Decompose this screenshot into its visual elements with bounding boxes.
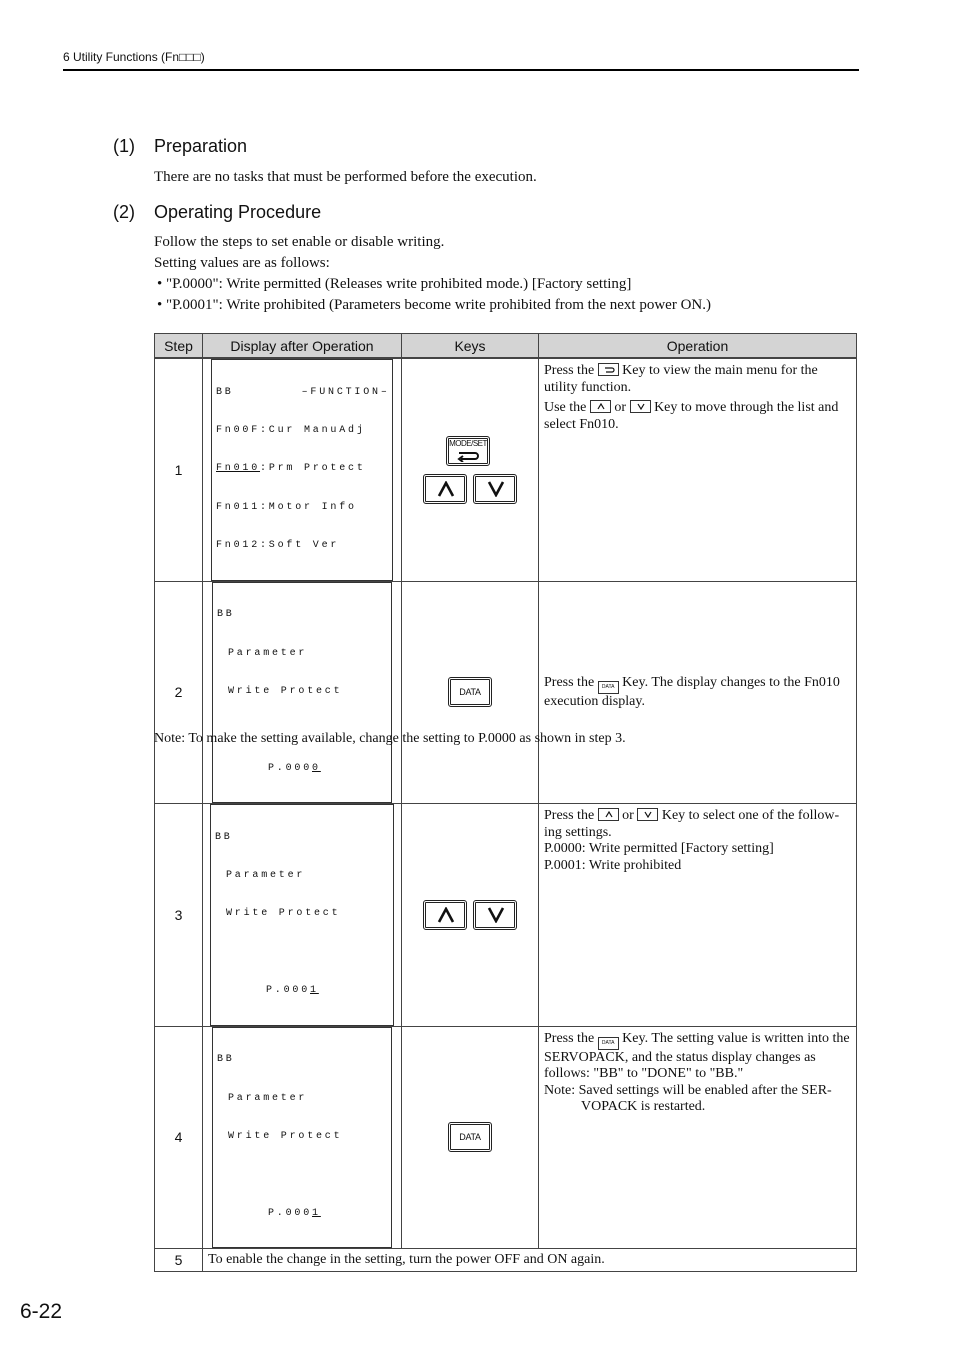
- table-row: [155, 358, 857, 581]
- table-header-row: [155, 334, 857, 359]
- down-key[interactable]: [473, 900, 517, 930]
- lcd-status: BB: [217, 609, 235, 621]
- lcd-line: Parameter: [228, 1092, 308, 1104]
- inline-down-key: [630, 400, 651, 413]
- return-arrow-icon: [455, 450, 481, 462]
- display-cell: [203, 804, 402, 1027]
- section-preparation-heading: [113, 136, 247, 157]
- section-number: (1): [113, 136, 135, 156]
- intro-line: Setting values are as follows:: [154, 255, 330, 271]
- display-cell: [203, 1026, 402, 1249]
- lcd-line: Write Protect: [228, 685, 343, 697]
- lcd-cursor-digit: 0: [312, 762, 321, 774]
- data-key[interactable]: DATA: [448, 1122, 492, 1152]
- setting-bullet: • "P.0000": Write permitted (Releases write prohibited mode.) [Factory setting]: [157, 276, 632, 292]
- keys-cell: [402, 804, 539, 1027]
- lcd-selected-fn: Fn010: [216, 463, 261, 475]
- procedure-intro: [154, 232, 711, 316]
- lcd-value: P.000: [268, 1207, 313, 1219]
- step-number: 4: [155, 1026, 203, 1249]
- keys-cell: [402, 1026, 539, 1249]
- lcd-line: Fn011:Motor Info: [216, 501, 357, 513]
- lcd-status: BB: [215, 831, 233, 843]
- intro-line: Follow the steps to set enable or disable writing.: [154, 234, 445, 250]
- header-step: Step: [155, 334, 203, 359]
- op-text: or: [614, 400, 627, 415]
- procedure-table: [154, 333, 857, 1272]
- up-key[interactable]: [423, 900, 467, 930]
- display-cell: [203, 581, 402, 804]
- op-text: Press the: [544, 363, 595, 378]
- up-arrow-icon: [605, 811, 613, 818]
- table-row: [155, 1026, 857, 1249]
- return-arrow-icon: [603, 366, 615, 374]
- lcd-cursor-digit: 1: [312, 1207, 321, 1219]
- inline-data-key: DATA: [598, 681, 619, 694]
- operation-cell: [539, 804, 857, 1027]
- preparation-text: There are no tasks that must be performed before the execution.: [154, 169, 537, 185]
- mode-set-key[interactable]: [446, 436, 490, 466]
- down-arrow-icon: [487, 907, 505, 923]
- up-arrow-icon: [437, 907, 455, 923]
- running-header: 6 Utility Functions (Fn□□□): [63, 50, 205, 64]
- lcd-display: [211, 359, 393, 581]
- table-row: [155, 804, 857, 1027]
- op-text: Press the: [544, 1030, 595, 1046]
- lcd-value: P.000: [266, 985, 311, 997]
- section-title: Preparation: [154, 136, 248, 156]
- header-operation: Operation: [539, 334, 857, 359]
- header-display: Display after Operation: [203, 334, 402, 359]
- op-text: Key to select one of the follow-ing settings.: [544, 808, 840, 840]
- lcd-line: :Prm Protect: [260, 463, 366, 475]
- header-keys: Keys: [402, 334, 539, 359]
- lcd-value: P.000: [268, 762, 313, 774]
- header-rule: [63, 69, 859, 71]
- lcd-line: Fn012:Soft Ver: [216, 540, 340, 552]
- lcd-line: Write Protect: [226, 908, 341, 920]
- operation-cell: [539, 358, 857, 581]
- op-text: Key to move through the list and select Fn010.: [544, 400, 839, 432]
- op-text: Key to view the main menu for the utility function.: [544, 363, 818, 395]
- lcd-mode: –FUNCTION–: [301, 386, 390, 398]
- op-option: P.0001: Write prohibited: [544, 857, 682, 873]
- section-number: (2): [113, 202, 135, 222]
- lcd-status: BB: [217, 1054, 235, 1066]
- mode-set-label: MODE/SET: [449, 438, 487, 448]
- lcd-display: [210, 804, 394, 1026]
- lcd-line: Fn00F:Cur ManuAdj: [216, 424, 366, 436]
- op-text: or: [622, 808, 634, 824]
- operation-cell: [539, 581, 857, 804]
- inline-down-key: [637, 808, 658, 821]
- inline-up-key: [590, 400, 611, 413]
- up-arrow-icon: [437, 481, 455, 497]
- inline-data-key: DATA: [598, 1037, 619, 1050]
- lcd-display: [212, 1027, 392, 1249]
- op-text: Press the: [544, 808, 595, 824]
- lcd-display: [212, 582, 392, 804]
- op-option: P.0000: Write permitted [Factory setting]: [544, 841, 774, 857]
- page-number: 6-22: [20, 1300, 63, 1323]
- step-number: 2: [155, 581, 203, 804]
- op-text: Use the: [544, 400, 587, 415]
- down-arrow-icon: [637, 403, 645, 410]
- lcd-line: Write Protect: [228, 1131, 343, 1143]
- footnote: Note: To make the setting available, change the setting to P.0000 as shown in step 3.: [154, 731, 626, 746]
- section-procedure-heading: [113, 202, 321, 223]
- op-text: Press the: [544, 674, 595, 690]
- up-arrow-icon: [597, 403, 605, 410]
- lcd-status: BB: [216, 386, 234, 398]
- display-cell: [203, 358, 402, 581]
- setting-bullet: • "P.0001": Write prohibited (Parameters become write prohibited from the next power ON.): [157, 297, 711, 313]
- data-key[interactable]: DATA: [448, 677, 492, 707]
- lcd-line: Parameter: [228, 647, 308, 659]
- down-key[interactable]: [473, 474, 517, 504]
- op-text: Key. The setting value is written into the SERVOPACK, and the status display changes as follows: "BB" to "DONE" to "BB.": [544, 1030, 850, 1082]
- op-text: Key. The display changes to the Fn010 execution display.: [544, 674, 840, 709]
- table-row: [155, 581, 857, 804]
- up-key[interactable]: [423, 474, 467, 504]
- section-title: Operating Procedure: [154, 202, 322, 222]
- keys-cell: [402, 358, 539, 581]
- step5-text: To enable the change in the setting, turn the power OFF and ON again.: [203, 1249, 857, 1272]
- step-number: 5: [155, 1249, 203, 1272]
- inline-mode-set-key: [598, 363, 619, 376]
- op-note: Note: Saved settings will be enabled after the SER-VOPACK is restarted.: [544, 1082, 832, 1115]
- down-arrow-icon: [487, 481, 505, 497]
- keys-cell: [402, 581, 539, 804]
- down-arrow-icon: [644, 811, 652, 818]
- table-row: [155, 1249, 857, 1272]
- step-number: 1: [155, 358, 203, 581]
- lcd-cursor-digit: 1: [310, 985, 319, 997]
- lcd-line: Parameter: [226, 870, 306, 882]
- step-number: 3: [155, 804, 203, 1027]
- operation-cell: [539, 1026, 857, 1249]
- inline-up-key: [598, 808, 619, 821]
